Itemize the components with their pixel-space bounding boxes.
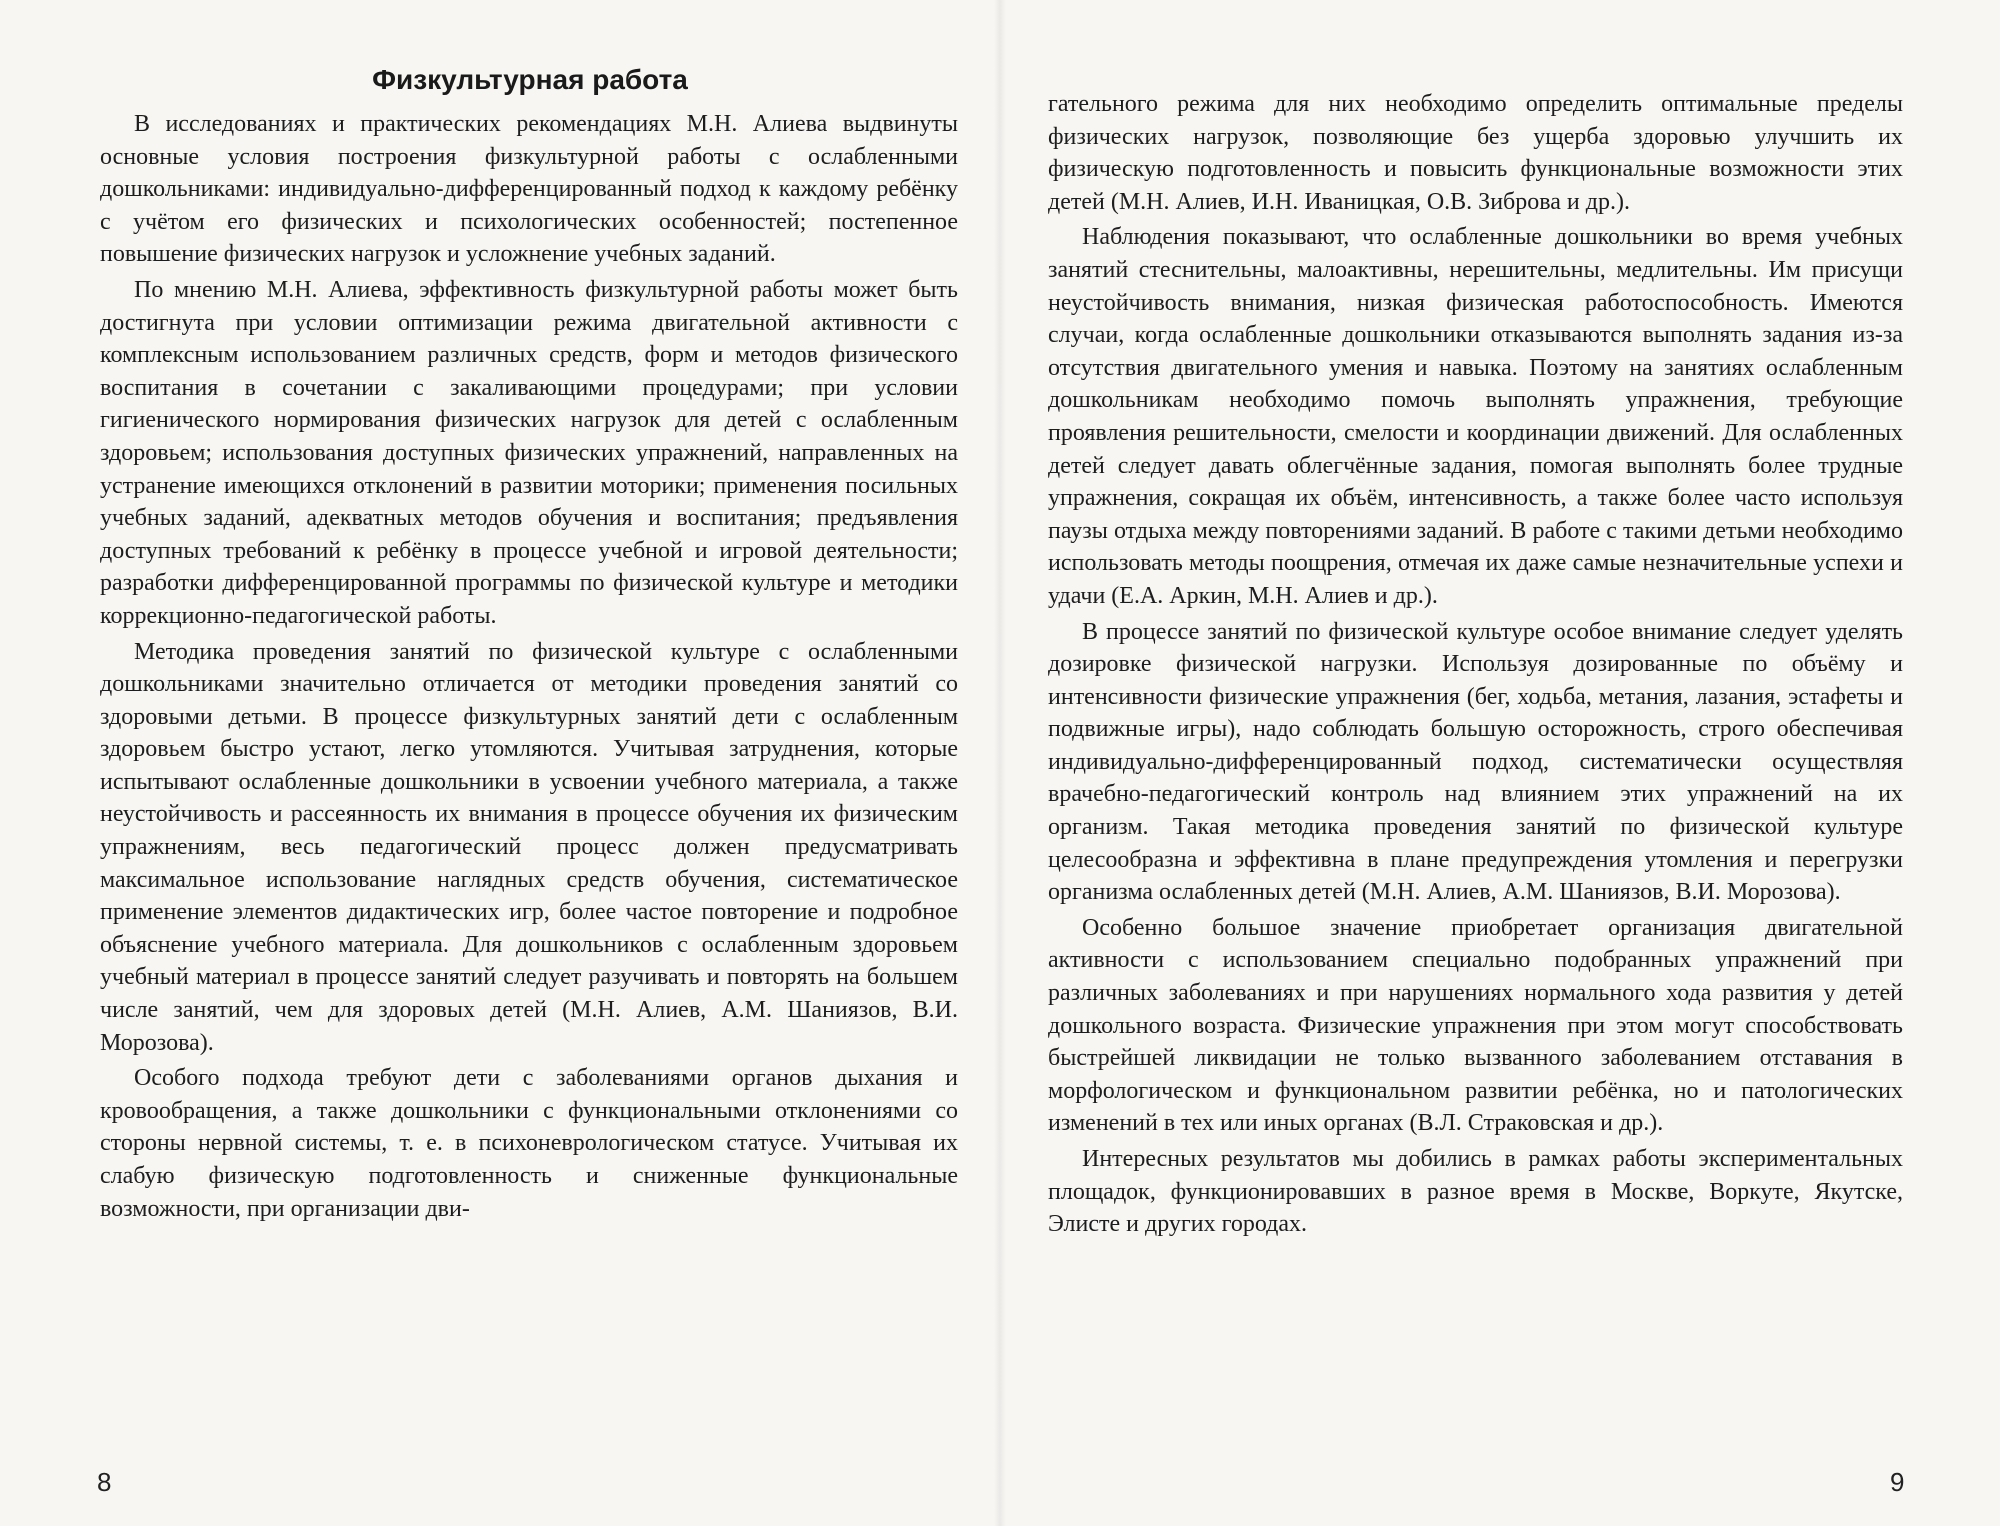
paragraph: Наблюдения показывают, что ослабленные дошкольники во время учебных занятий стеснительны, малоактивны, нерешительны, медлительны. Им присущи неустойчивость внимания, низкая физическая работоспособность. Имеются случаи, когда ослабленные дошкольники отказываются выполнять задания из-за отсутствия двигательного умения и навыка. Поэтому на занятиях ослабленным дошкольникам необходимо помочь выполнять упражнения, требующие проявления решительности, смелости и координации движений. Для ослабленных детей следует давать облегчённые задания, помогая выполнять более трудные упражнения, сокращая их объём, интенсивность, а также более часто используя паузы отдыха между повторениями заданий. В работе с такими детьми необходимо использовать методы поощрения, отмечая их даже самые незначительные успехи и удачи (Е.А. Аркин, М.Н. Алиев и др.). [1048, 224, 1903, 609]
page-number: 8 [97, 1467, 112, 1497]
paragraph: Особенно большое значение приобретает организация двигательной активности с использованием специально подобранных упражнений при различных заболеваниях и при нарушениях нормального хода развития у детей дошкольного возраста. Физические упражнения при этом могут способствовать быстрейшей ликвидации не только вызванного заболеванием отставания в морфологическом и функциональном развитии ребёнка, но и патологических изменений в тех или иных органах (В.Л. Страковская и др.). [1048, 914, 1903, 1137]
paragraph: В процессе занятий по физической культуре особое внимание следует уделять дозировке физической нагрузки. Используя дозированные по объёму и интенсивности физические упражнения (бег, ходьба, метания, лазания, эстафеты и подвижные игры), надо соблюдать большую осторожность, строго обеспечивая индивидуально-дифференцированный подход, систематически осуществляя врачебно-педагогический контроль над влиянием этих упражнений на их организм. Такая методика проведения занятий по физической культуре целесообразна и эффективна в плане предупреждения утомления и перегрузки организма ослабленных детей (М.Н. Алиев, А.М. Шаниязов, В.И. Морозова). [1048, 618, 1903, 906]
paragraph: гательного режима для них необходимо определить оптимальные пределы физических нагрузок, позволяющие без ущерба здоровью улучшить их физическую подготовленность и повысить функциональные возможности этих детей (М.Н. Алиев, И.Н. Иваницкая, О.В. Зиброва и др.). [1048, 91, 1903, 215]
paragraph: Методика проведения занятий по физической культуре с ослабленными дошкольниками значительно отличается от методики проведения занятий со здоровыми детьми. В процессе физкультурных занятий дети с ослабленным здоровьем быстро устают, легко утомляются. Учитывая затруднения, которые испытывают ослабленные дошкольники в усвоении учебного материала, а также неустойчивость и рассеянность их внимания в процессе обучения их физическим упражнениям, весь педагогический процесс должен предусматривать максимальное использование наглядных средств обучения, систематическое применение элементов дидактических игр, более частое повторение и подробное объяснение учебного материала. Для дошкольников с ослабленным здоровьем учебный материал в процессе занятий следует разучивать и повторять на большем числе занятий, чем для здоровых детей (М.Н. Алиев, А.М. Шаниязов, В.И. Морозова). [100, 638, 958, 1056]
paragraph: Интересных результатов мы добились в рамках работы экспериментальных площадок, функционировавших в разное время в Москве, Воркуте, Якутске, Элисте и других городах. [1048, 1146, 1903, 1238]
paragraph: В исследованиях и практических рекомендациях М.Н. Алиева выдвинуты основные условия построения физкультурной работы с ослабленными дошкольниками: индивидуально-дифференцированный подход к каждому ребёнку с учётом его физических и психологических особенностей; постепенное повышение физических нагрузок и усложнение учебных заданий. [100, 111, 958, 268]
right-page [1000, 0, 2000, 1526]
left-page-text [100, 108, 958, 1225]
page-number: 9 [1890, 1467, 1905, 1497]
right-page-text [1048, 88, 1903, 1241]
paragraph: Особого подхода требуют дети с заболеваниями органов дыхания и кровообращения, а также дошкольники с функциональными отклонениями со стороны нервной системы, т. е. в психоневрологическом статусе. Учитывая их слабую физическую подготовленность и сниженные функциональные возможности, при организации дви- [100, 1065, 958, 1222]
section-heading: Физкультурная работа [372, 64, 688, 95]
paragraph: По мнению М.Н. Алиева, эффективность физкультурной работы может быть достигнута при условии оптимизации режима двигательной активности с комплексным использованием различных средств, форм и методов физического воспитания в сочетании с закаливающими процедурами; при условии гигиенического нормирования физических нагрузок для детей с ослабленным здоровьем; использования доступных физических упражнений, направленных на устранение имеющихся отклонений в развитии моторики; применения посильных учебных заданий, адекватных методов обучения и воспитания; предъявления доступных требований к ребёнку в процессе учебной и игровой деятельности; разработки дифференцированной программы по физической культуре и методики коррекционно-педагогической работы. [100, 276, 958, 629]
